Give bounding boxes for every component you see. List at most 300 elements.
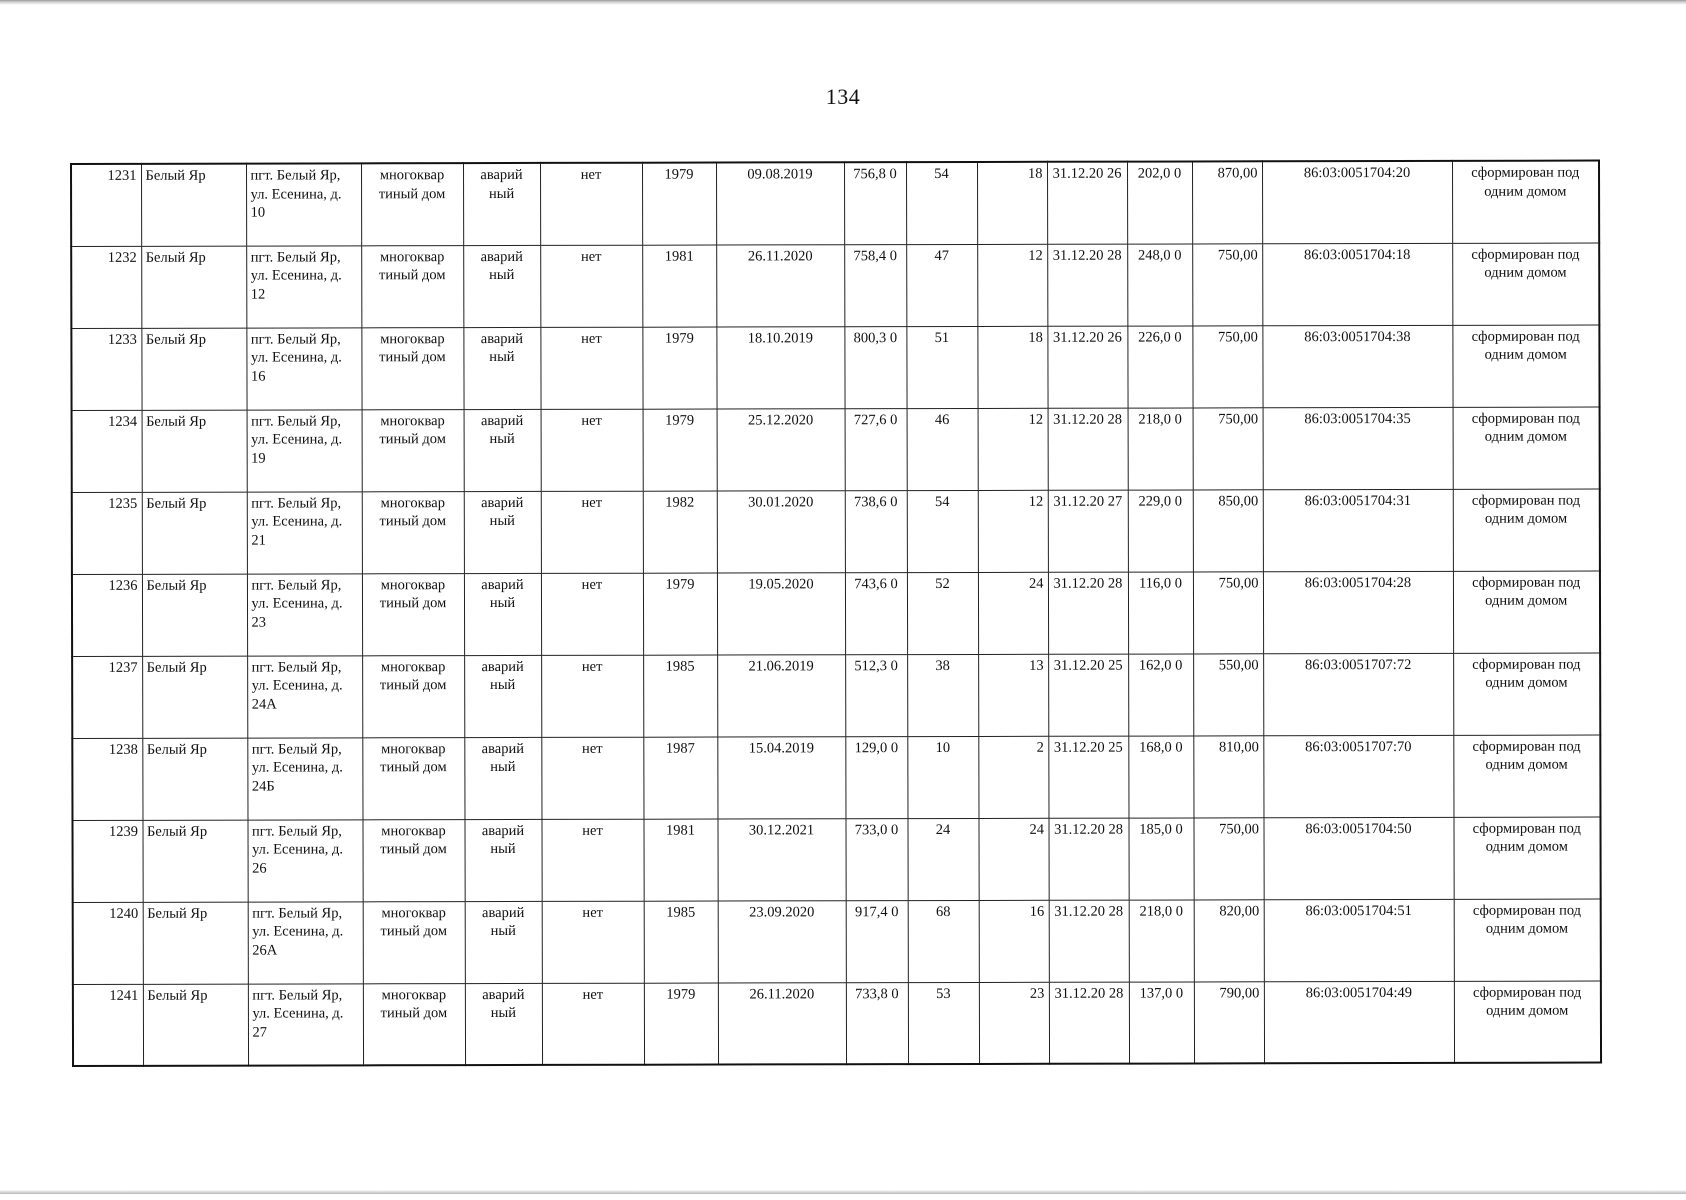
recognition-date-text: 19.05.2020 [748, 575, 814, 592]
residents-count-text: 24 [935, 821, 951, 838]
building-type-cell [362, 737, 464, 819]
row-number-text: 1232 [107, 249, 137, 266]
land-area-text: 750,00 [1218, 328, 1258, 345]
resettlement-due-text: 31.12.20 28 [1053, 575, 1123, 592]
address-text: пгт. Белый Яр, ул. Есенина, д. 10 [250, 167, 342, 221]
residents-count-text: 54 [935, 493, 950, 510]
land-note-cell [1454, 899, 1601, 981]
residents-count-text: 47 [934, 247, 949, 264]
living-area-text: 727,6 0 [853, 411, 898, 428]
build-year-cell [642, 245, 716, 327]
resettlement-due-text: 31.12.20 26 [1052, 329, 1122, 346]
building-type-text: многоквар тиный дом [379, 412, 446, 448]
recognition-date-text: 25.12.2020 [747, 411, 814, 428]
row-number-text: 1241 [109, 987, 139, 1004]
residents-count-cell [907, 736, 978, 818]
recognition-date-cell [716, 244, 844, 326]
cadastral-number-cell [1264, 899, 1454, 981]
settlement-cell [142, 738, 247, 820]
residents-count-cell [907, 490, 978, 572]
land-area-cell [1192, 325, 1262, 407]
table-row [72, 407, 1600, 492]
page-number: 134 [825, 84, 861, 109]
building-area-cell [1128, 817, 1193, 899]
building-type-text: многоквар тиный дом [378, 167, 446, 202]
residents-count-cell [908, 982, 979, 1064]
flag-text: нет [580, 166, 602, 183]
settlement-text: Белый Яр [145, 331, 206, 348]
settlement-text: Белый Яр [146, 495, 207, 512]
building-type-cell [362, 573, 464, 655]
building-type-cell [362, 819, 464, 901]
flag-cell [540, 163, 642, 245]
cadastral-number-text: 86:03:0051704:28 [1304, 574, 1412, 591]
building-area-cell [1127, 161, 1192, 243]
flag-text: нет [580, 248, 602, 265]
build-year-text: 1982 [665, 494, 695, 511]
living-area-cell [845, 490, 907, 572]
build-year-cell [642, 163, 716, 245]
building-area-cell [1128, 571, 1193, 653]
resettlement-due-text: 31.12.20 25 [1053, 657, 1123, 674]
settlement-cell [143, 984, 248, 1066]
address-text: пгт. Белый Яр, ул. Есенина, д. 12 [250, 248, 342, 303]
cadastral-number-text: 86:03:0051704:31 [1304, 492, 1411, 509]
table-row [73, 981, 1601, 1066]
scan-edge-top [0, 0, 1686, 5]
resettlement-due-cell [1047, 326, 1127, 408]
flats-count-cell [978, 490, 1048, 572]
recognition-date-text: 26.11.2020 [749, 985, 815, 1002]
building-type-text: многоквар тиный дом [380, 822, 447, 858]
settlement-text: Белый Яр [147, 905, 208, 922]
address-text: пгт. Белый Яр, ул. Есенина, д. 21 [251, 494, 343, 549]
land-area-text: 850,00 [1218, 492, 1259, 509]
building-type-cell [361, 327, 463, 409]
building-type-cell [362, 409, 464, 491]
cadastral-number-cell [1262, 243, 1452, 325]
build-year-cell [644, 901, 718, 983]
flats-count-cell [979, 982, 1049, 1064]
land-note-text: сформирован под одним домом [1471, 246, 1580, 281]
recognition-date-text: 30.01.2020 [748, 493, 814, 510]
building-type-cell [361, 163, 463, 245]
resettlement-due-cell [1047, 162, 1127, 244]
scan-edge-bottom [0, 1190, 1686, 1194]
resettlement-due-text: 31.12.20 27 [1053, 493, 1123, 510]
table-row [73, 899, 1601, 984]
flats-count-cell [978, 572, 1048, 654]
living-area-cell [845, 818, 907, 900]
table-row [72, 735, 1600, 820]
row-number-text: 1240 [109, 905, 139, 922]
row-number-text: 1238 [108, 741, 138, 758]
land-area-cell [1193, 407, 1263, 489]
building-area-cell [1127, 243, 1192, 325]
residents-count-text: 52 [935, 575, 950, 592]
build-year-text: 1979 [665, 412, 695, 429]
settlement-text: Белый Яр [146, 413, 207, 430]
building-type-text: многоквар тиный дом [380, 740, 447, 776]
recognition-date-text: 09.08.2019 [747, 166, 813, 183]
cadastral-number-cell [1263, 407, 1453, 489]
flats-count-cell [978, 408, 1048, 490]
building-state-cell [464, 737, 541, 819]
residents-count-text: 53 [936, 985, 951, 1002]
building-state-text: аварий ный [481, 822, 525, 858]
living-area-text: 733,8 0 [855, 985, 899, 1002]
living-area-cell [846, 982, 908, 1064]
building-state-text: аварий ный [482, 904, 525, 940]
table-row [72, 489, 1600, 574]
address-text: пгт. Белый Яр, ул. Есенина, д. 24А [251, 658, 343, 713]
flats-count-cell [978, 818, 1048, 900]
living-area-text: 800,3 0 [853, 329, 898, 346]
flag-cell [540, 245, 642, 327]
build-year-text: 1985 [665, 658, 695, 675]
resettlement-due-cell [1049, 900, 1129, 982]
build-year-cell [643, 819, 717, 901]
settlement-text: Белый Яр [146, 577, 207, 594]
living-area-cell [845, 654, 907, 736]
building-state-cell [465, 901, 542, 983]
living-area-text: 512,3 0 [854, 657, 898, 674]
residents-count-text: 38 [935, 657, 950, 674]
address-cell [247, 573, 362, 655]
living-area-cell [845, 408, 907, 490]
residents-count-text: 68 [935, 903, 951, 920]
residents-count-cell [906, 244, 977, 326]
build-year-cell [643, 409, 717, 491]
settlement-text: Белый Яр [145, 249, 206, 266]
land-note-cell [1453, 407, 1600, 489]
building-area-text: 226,0 0 [1138, 328, 1182, 346]
build-year-cell [643, 573, 717, 655]
land-area-text: 750,00 [1217, 246, 1258, 263]
resettlement-due-text: 31.12.20 28 [1054, 903, 1124, 920]
land-area-cell [1194, 981, 1264, 1063]
address-cell [248, 901, 363, 983]
building-state-cell [464, 491, 541, 573]
building-type-cell [362, 491, 464, 573]
resettlement-due-text: 31.12.20 28 [1054, 985, 1124, 1002]
building-state-cell [463, 163, 540, 245]
building-area-text: 218,0 0 [1138, 410, 1182, 428]
land-area-cell [1192, 161, 1262, 243]
resettlement-due-text: 31.12.20 28 [1053, 411, 1123, 428]
building-area-text: 116,0 0 [1138, 574, 1182, 592]
flats-count-text: 24 [1028, 575, 1044, 592]
flag-cell [541, 409, 643, 491]
living-area-cell [845, 736, 907, 818]
resettlement-due-cell [1048, 736, 1128, 818]
land-area-text: 870,00 [1217, 165, 1258, 182]
build-year-cell [643, 655, 717, 737]
recognition-date-cell [716, 162, 844, 244]
flats-count-text: 18 [1028, 329, 1043, 346]
flag-text: нет [581, 658, 603, 675]
address-cell [247, 819, 362, 901]
building-area-cell [1129, 981, 1194, 1063]
recognition-date-cell [717, 654, 845, 736]
residents-count-text: 10 [935, 739, 951, 756]
residents-count-cell [906, 326, 977, 408]
land-note-text: сформирован под одним домом [1471, 164, 1580, 200]
building-type-cell [362, 655, 464, 737]
building-type-text: многоквар тиный дом [380, 904, 448, 940]
settlement-cell [142, 492, 247, 574]
land-note-cell [1453, 489, 1600, 571]
living-area-cell [846, 900, 908, 982]
row-number-text: 1237 [108, 659, 138, 676]
residents-count-cell [907, 408, 978, 490]
cadastral-number-cell [1262, 161, 1452, 243]
flats-count-cell [977, 244, 1047, 326]
build-year-text: 1979 [664, 330, 694, 347]
flats-count-cell [978, 736, 1048, 818]
building-type-text: многоквар тиный дом [378, 248, 446, 284]
row-number-cell [73, 984, 143, 1066]
address-cell [247, 491, 362, 573]
cadastral-number-text: 86:03:0051707:72 [1304, 656, 1412, 673]
recognition-date-text: 23.09.2020 [749, 903, 815, 920]
land-area-cell [1193, 817, 1263, 899]
building-area-text: 248,0 0 [1137, 246, 1182, 264]
land-note-cell [1453, 735, 1600, 817]
residents-count-cell [907, 654, 978, 736]
settlement-text: Белый Яр [146, 741, 207, 758]
settlement-cell [142, 820, 247, 902]
settlement-cell [141, 328, 246, 410]
building-state-cell [464, 819, 541, 901]
row-number-text: 1239 [108, 823, 139, 840]
resettlement-due-cell [1047, 244, 1127, 326]
settlement-cell [142, 574, 247, 656]
land-note-cell [1452, 161, 1599, 243]
building-state-cell [464, 409, 541, 491]
row-number-text: 1234 [108, 413, 138, 430]
resettlement-due-cell [1048, 654, 1128, 736]
building-state-text: аварий ный [481, 576, 524, 612]
living-area-cell [844, 162, 906, 244]
flag-text: нет [582, 986, 604, 1003]
land-note-cell [1453, 653, 1600, 735]
flag-text: нет [582, 740, 603, 757]
building-state-text: аварий ный [480, 166, 523, 202]
address-cell [247, 737, 362, 819]
building-state-text: аварий ный [481, 494, 524, 530]
residents-count-cell [908, 900, 979, 982]
register-body [71, 161, 1601, 1066]
residents-count-text: 51 [934, 329, 950, 346]
row-number-text: 1236 [108, 577, 138, 594]
land-note-text: сформирован под одним домом [1472, 656, 1581, 691]
building-type-text: многоквар тиный дом [379, 576, 447, 612]
land-note-text: сформирован под одним домом [1471, 492, 1581, 527]
recognition-date-cell [718, 900, 846, 982]
build-year-cell [642, 327, 716, 409]
land-area-cell [1193, 735, 1263, 817]
land-note-text: сформирован под одним домом [1472, 902, 1582, 937]
settlement-cell [141, 246, 246, 328]
row-number-cell [73, 902, 143, 984]
building-area-cell [1129, 899, 1194, 981]
land-note-cell [1454, 981, 1601, 1063]
land-note-cell [1452, 243, 1599, 325]
recognition-date-cell [718, 982, 846, 1064]
living-area-text: 917,4 0 [854, 903, 899, 920]
cadastral-number-cell [1262, 325, 1452, 407]
address-text: пгт. Белый Яр, ул. Есенина, д. 23 [251, 576, 343, 631]
land-note-text: сформирован под одним домом [1472, 574, 1581, 609]
resettlement-due-text: 31.12.20 25 [1053, 739, 1123, 756]
build-year-text: 1981 [665, 822, 696, 839]
building-state-cell [464, 573, 541, 655]
land-note-text: сформирован под одним домом [1471, 410, 1580, 445]
settlement-cell [141, 164, 246, 246]
cadastral-number-text: 86:03:0051707:70 [1305, 738, 1412, 755]
row-number-cell [72, 738, 142, 820]
recognition-date-text: 18.10.2019 [747, 329, 814, 346]
table-row [71, 161, 1599, 246]
land-note-cell [1453, 571, 1600, 653]
land-area-text: 750,00 [1219, 820, 1260, 837]
land-area-cell [1193, 489, 1263, 571]
land-area-text: 790,00 [1219, 984, 1260, 1001]
building-type-text: многоквар тиный дом [380, 986, 448, 1022]
building-type-cell [361, 245, 463, 327]
cadastral-number-cell [1264, 981, 1454, 1063]
living-area-text: 733,0 0 [854, 821, 899, 838]
cadastral-number-cell [1263, 653, 1453, 735]
table-row [72, 653, 1600, 738]
residents-count-text: 46 [934, 411, 950, 428]
flats-count-text: 2 [1036, 739, 1044, 756]
cadastral-number-text: 86:03:0051704:38 [1304, 328, 1411, 345]
flats-count-text: 18 [1028, 165, 1043, 182]
build-year-text: 1987 [665, 740, 695, 757]
building-area-text: 202,0 0 [1137, 165, 1182, 182]
building-state-text: аварий ный [480, 412, 524, 448]
land-note-text: сформирован под одним домом [1471, 328, 1580, 363]
flats-count-text: 24 [1029, 821, 1045, 838]
cadastral-number-text: 86:03:0051704:49 [1305, 984, 1413, 1001]
living-area-text: 756,8 0 [853, 166, 897, 183]
build-year-text: 1979 [664, 166, 694, 183]
flats-count-text: 16 [1029, 903, 1045, 920]
flats-count-text: 12 [1028, 411, 1044, 428]
building-state-text: аварий ный [480, 330, 524, 366]
row-number-cell [71, 328, 141, 410]
recognition-date-cell [717, 818, 845, 900]
flats-count-cell [978, 654, 1048, 736]
building-state-text: аварий ный [481, 740, 524, 776]
address-cell [246, 327, 361, 409]
building-area-cell [1127, 325, 1192, 407]
row-number-cell [72, 492, 142, 574]
land-area-text: 750,00 [1218, 574, 1259, 591]
building-type-text: многоквар тиный дом [379, 494, 447, 530]
cadastral-number-text: 86:03:0051704:20 [1303, 164, 1411, 182]
build-year-cell [643, 737, 717, 819]
cadastral-number-text: 86:03:0051704:51 [1305, 902, 1412, 919]
flats-count-cell [977, 162, 1047, 244]
living-area-text: 743,6 0 [854, 575, 898, 592]
flag-text: нет [581, 412, 602, 429]
land-area-text: 550,00 [1218, 656, 1259, 673]
flats-count-text: 13 [1029, 657, 1044, 674]
building-area-cell [1128, 489, 1193, 571]
row-number-cell [71, 246, 141, 328]
build-year-text: 1979 [665, 576, 695, 593]
row-number-cell [72, 656, 142, 738]
settlement-text: Белый Яр [147, 987, 208, 1004]
cadastral-number-text: 86:03:0051704:35 [1304, 410, 1411, 427]
recognition-date-cell [717, 572, 845, 654]
build-year-cell [644, 983, 718, 1065]
land-note-text: сформирован под одним домом [1472, 738, 1581, 773]
flag-cell [541, 737, 643, 819]
cadastral-number-text: 86:03:0051704:50 [1305, 820, 1412, 837]
cadastral-number-cell [1263, 571, 1453, 653]
address-cell [246, 245, 361, 327]
land-area-cell [1192, 243, 1262, 325]
settlement-text: Белый Яр [146, 823, 208, 840]
flats-count-cell [979, 900, 1049, 982]
living-area-cell [844, 326, 906, 408]
resettlement-due-cell [1048, 490, 1128, 572]
building-state-cell [465, 983, 542, 1065]
living-area-cell [845, 572, 907, 654]
living-area-text: 129,0 0 [854, 739, 899, 756]
building-area-cell [1128, 407, 1193, 489]
cadastral-number-cell [1263, 489, 1453, 571]
building-area-text: 137,0 0 [1139, 984, 1184, 1002]
row-number-cell [72, 820, 142, 902]
recognition-date-cell [717, 736, 845, 818]
settlement-text: Белый Яр [146, 659, 207, 676]
build-year-text: 1985 [666, 904, 696, 921]
row-number-cell [72, 574, 142, 656]
recognition-date-text: 30.12.2021 [748, 821, 815, 838]
recognition-date-text: 21.06.2019 [748, 657, 814, 674]
address-cell [248, 983, 363, 1065]
recognition-date-cell [717, 408, 845, 490]
land-area-cell [1193, 653, 1263, 735]
address-cell [246, 163, 361, 245]
land-note-cell [1453, 817, 1600, 899]
row-number-text: 1233 [107, 331, 137, 348]
residents-count-cell [906, 162, 977, 244]
building-area-text: 168,0 0 [1139, 738, 1183, 756]
building-state-cell [464, 655, 541, 737]
flats-count-text: 12 [1028, 493, 1044, 510]
cadastral-number-text: 86:03:0051704:18 [1304, 246, 1411, 263]
address-text: пгт. Белый Яр, ул. Есенина, д. 27 [252, 986, 344, 1041]
cadastral-number-cell [1263, 817, 1453, 899]
land-area-cell [1194, 899, 1264, 981]
residents-count-cell [907, 818, 978, 900]
table-row [71, 325, 1599, 410]
row-number-text: 1231 [107, 167, 137, 184]
address-text: пгт. Белый Яр, ул. Есенина, д. 26А [252, 904, 344, 959]
building-area-text: 218,0 0 [1139, 902, 1183, 920]
building-area-cell [1128, 653, 1193, 735]
flag-text: нет [582, 904, 603, 921]
flag-cell [542, 983, 644, 1065]
living-area-text: 738,6 0 [854, 493, 898, 510]
building-area-text: 185,0 0 [1139, 820, 1183, 838]
